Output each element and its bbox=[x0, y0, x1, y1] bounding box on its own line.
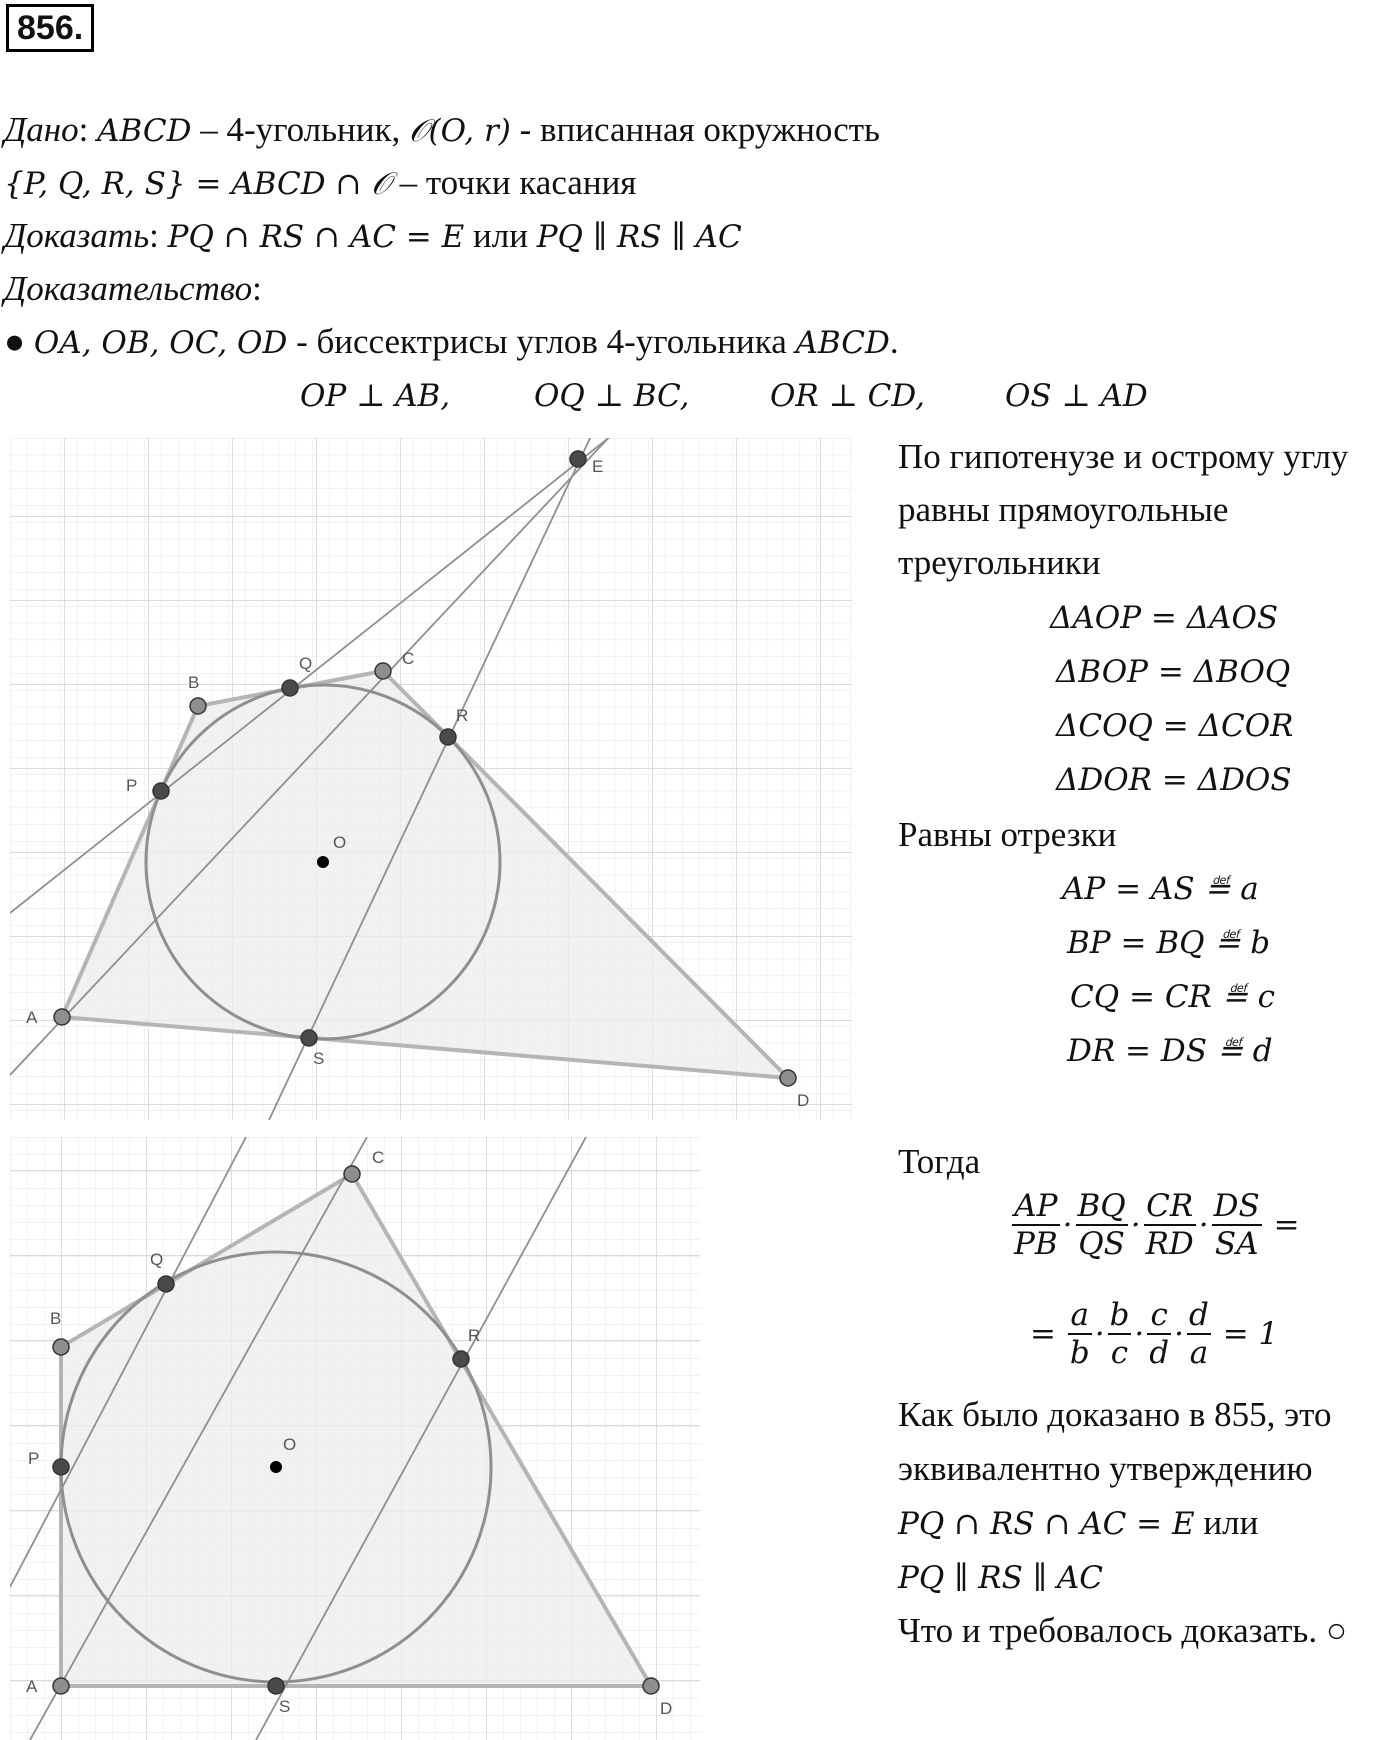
point-s bbox=[268, 1678, 284, 1694]
point-b bbox=[53, 1339, 69, 1355]
label-o: O bbox=[283, 1435, 297, 1454]
point-c bbox=[344, 1166, 360, 1182]
triangle-eq-2: ΔBOP = ΔBOQ bbox=[1056, 654, 1291, 690]
point-p bbox=[153, 783, 169, 799]
point-p bbox=[53, 1459, 69, 1475]
right-text-2: равны прямоугольные bbox=[898, 490, 1229, 529]
label-d: D bbox=[797, 1091, 810, 1110]
segment-eq-2: BP = BQ ≝ b bbox=[1067, 925, 1271, 961]
label-o: O bbox=[333, 833, 347, 852]
perp-or: OR ⊥ CD, bbox=[770, 378, 925, 414]
segment-eq-1: AP = AS ≝ a bbox=[1062, 871, 1259, 907]
perp-os: OS ⊥ AD bbox=[1005, 378, 1148, 414]
label-q: Q bbox=[150, 1250, 164, 1269]
point-r bbox=[453, 1351, 469, 1367]
then-label: Тогда bbox=[898, 1142, 981, 1181]
point-o bbox=[270, 1461, 282, 1473]
point-d bbox=[780, 1070, 796, 1086]
label-s: S bbox=[279, 1697, 291, 1716]
fraction-product-2: = $\frac{a}{b}$ · $\frac{b}{c}$ · $\frac{c}{d}$ · $\frac{d}{a}$ = 1 bbox=[1030, 1297, 1279, 1371]
given-line-2: {P, Q, R, S} = ABCD ∩ 𝒪 – точки касания bbox=[4, 163, 637, 202]
fraction-product-1: $\frac{AP}{PB}$ · $\frac{BQ}{QS}$ · $\frac{CR}{RD}$ · $\frac{DS}{SA}$ = bbox=[1014, 1188, 1300, 1262]
proof-label: Доказательство: bbox=[4, 269, 262, 308]
conclusion-1: Как было доказано в 855, это bbox=[898, 1395, 1332, 1434]
label-a: A bbox=[26, 1677, 38, 1696]
right-text-1: По гипотенузе и острому углу bbox=[898, 437, 1349, 476]
conclusion-4: PQ ∥ RS ∥ AC bbox=[898, 1560, 1104, 1596]
label-c: C bbox=[372, 1148, 385, 1167]
point-s bbox=[301, 1030, 317, 1046]
conclusion-2: эквивалентно утверждению bbox=[898, 1449, 1313, 1488]
right-text-3: треугольники bbox=[898, 543, 1101, 582]
point-b bbox=[190, 698, 206, 714]
label-r: R bbox=[468, 1326, 481, 1345]
perp-oq: OQ ⊥ BC, bbox=[534, 378, 690, 414]
label-q: Q bbox=[299, 654, 313, 673]
bullet-line: ● OA, OB, OC, OD - биссектрисы углов 4-угольника ABCD. bbox=[4, 322, 899, 361]
label-b: B bbox=[50, 1309, 62, 1328]
prove-line: Доказать: PQ ∩ RS ∩ AC = E или PQ ∥ RS ∥ AC bbox=[4, 216, 742, 255]
segments-label: Равны отрезки bbox=[898, 815, 1117, 854]
label-c: C bbox=[402, 649, 415, 668]
label-r: R bbox=[456, 706, 469, 725]
label-d: D bbox=[660, 1699, 673, 1718]
label-p: P bbox=[126, 776, 138, 795]
figure-1 bbox=[10, 438, 852, 1120]
segment-eq-3: CQ = CR ≝ c bbox=[1070, 979, 1275, 1015]
conclusion-5: Что и требовалось доказать. ○ bbox=[898, 1611, 1348, 1650]
perp-op: OP ⊥ AB, bbox=[300, 378, 451, 414]
triangle-eq-3: ΔCOQ = ΔCOR bbox=[1056, 708, 1294, 744]
point-a bbox=[54, 1009, 70, 1025]
point-q bbox=[158, 1276, 174, 1292]
point-o bbox=[317, 856, 329, 868]
given-line-1: Дано: ABCD – 4-угольник, 𝒪(O, r) - вписанная окружность bbox=[4, 110, 881, 149]
label-p: P bbox=[28, 1449, 40, 1468]
point-q bbox=[282, 680, 298, 696]
label-e: E bbox=[592, 457, 604, 476]
segment-eq-4: DR = DS ≝ d bbox=[1067, 1033, 1273, 1069]
conclusion-3: PQ ∩ RS ∩ AC = E или bbox=[898, 1503, 1259, 1542]
triangle-eq-1: ΔAOP = ΔAOS bbox=[1050, 600, 1279, 636]
point-c bbox=[375, 663, 391, 679]
problem-number: 856. bbox=[6, 4, 94, 52]
figure-2 bbox=[10, 1137, 700, 1740]
point-e bbox=[570, 451, 586, 467]
point-d bbox=[643, 1678, 659, 1694]
point-r bbox=[440, 729, 456, 745]
label-s: S bbox=[313, 1049, 325, 1068]
label-b: B bbox=[188, 673, 200, 692]
point-a bbox=[53, 1678, 69, 1694]
triangle-eq-4: ΔDOR = ΔDOS bbox=[1056, 762, 1292, 798]
label-a: A bbox=[26, 1008, 38, 1027]
